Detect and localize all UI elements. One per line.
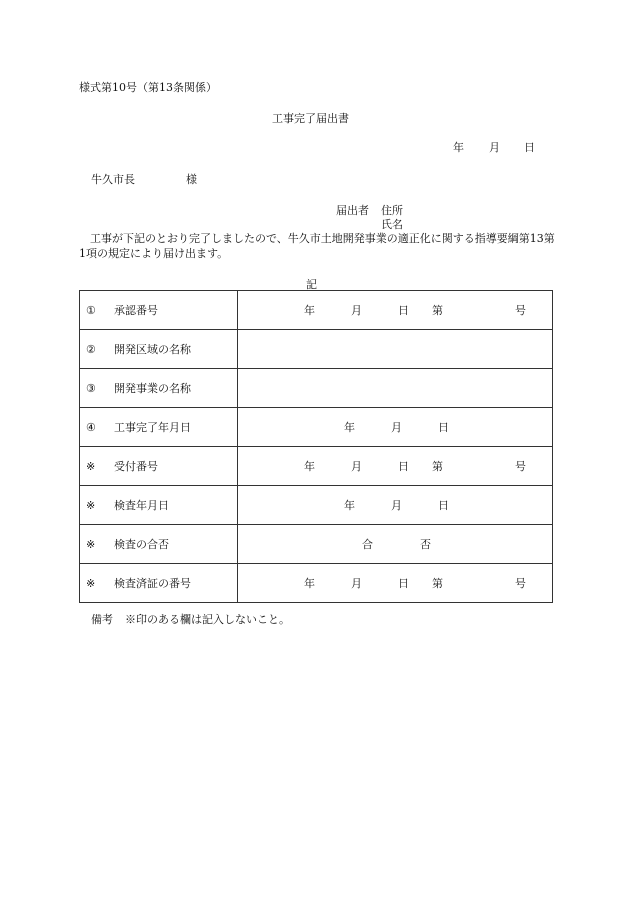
row-mark: ④ [86,421,96,434]
inspection-date-field[interactable] [238,486,553,525]
row-mark: ② [86,343,96,356]
dai-unit: 第 [432,577,443,590]
table-row-inspection-result [80,525,553,564]
table-row-certificate-number [80,564,553,603]
form-table [79,290,553,603]
month-unit: 月 [351,460,362,473]
label-cell [80,408,238,447]
row-label: 検査の合否 [114,538,169,551]
label-cell [80,564,238,603]
row-mark: ※ [86,577,96,590]
day-unit: 日 [398,304,409,317]
row-mark: ③ [86,382,96,395]
row-mark: ※ [86,538,96,551]
year-unit: 年 [304,577,315,590]
day-unit: 日 [438,499,449,512]
label-cell [80,447,238,486]
month-unit: 月 [351,577,362,590]
table-row-receipt-number [80,447,553,486]
year-unit: 年 [344,421,355,434]
day-unit: 日 [398,577,409,590]
applicant-label: 届出者 [336,204,369,217]
addressee-suffix: 様 [186,173,197,186]
date-year-unit: 年 [453,141,464,154]
table-row-development-project-name [80,369,553,408]
form-number: 様式第10号（第13条関係） [79,81,217,94]
row-label: 承認番号 [114,304,158,317]
label-cell [80,369,238,408]
inspection-result-field[interactable] [238,525,553,564]
remarks-text: ※印のある欄は記入しないこと。 [125,613,290,626]
dai-unit: 第 [432,460,443,473]
name-label: 氏名 [381,218,403,231]
go-unit: 号 [515,460,526,473]
year-unit: 年 [304,304,315,317]
month-unit: 月 [391,499,402,512]
document-title: 工事完了届出書 [272,112,349,125]
go-unit: 号 [515,577,526,590]
fail-option[interactable]: 否 [420,538,431,551]
date-month-unit: 月 [489,141,500,154]
row-mark: ※ [86,460,96,473]
row-mark: ※ [86,499,96,512]
dai-unit: 第 [432,304,443,317]
label-cell [80,330,238,369]
note-heading: 記 [306,278,317,291]
day-unit: 日 [398,460,409,473]
table-row-development-area-name [80,330,553,369]
year-unit: 年 [304,460,315,473]
body-text: 工事が下記のとおり完了しましたので、牛久市土地開発事業の適正化に関する指導要綱第13第1項の規定により届け出ます。 [79,232,555,260]
certificate-number-field[interactable] [238,564,553,603]
row-label: 検査済証の番号 [114,577,191,590]
date-day-unit: 日 [524,141,535,154]
row-label: 開発事業の名称 [114,382,191,395]
month-unit: 月 [351,304,362,317]
development-project-name-field[interactable] [238,369,553,408]
day-unit: 日 [438,421,449,434]
pass-option[interactable]: 合 [362,538,373,551]
year-unit: 年 [344,499,355,512]
table-row-inspection-date [80,486,553,525]
label-cell [80,291,238,330]
label-cell [80,525,238,564]
addressee-name: 牛久市長 [91,173,135,186]
remarks-label: 備考 [91,613,113,626]
table-row-approval-number [80,291,553,330]
address-label: 住所 [381,204,403,217]
table-row-completion-date [80,408,553,447]
approval-number-field[interactable] [238,291,553,330]
completion-date-field[interactable] [238,408,553,447]
row-label: 検査年月日 [114,499,169,512]
row-label: 工事完了年月日 [114,421,191,434]
row-label: 開発区域の名称 [114,343,191,356]
row-mark: ① [86,304,96,317]
row-label: 受付番号 [114,460,158,473]
receipt-number-field[interactable] [238,447,553,486]
month-unit: 月 [391,421,402,434]
label-cell [80,486,238,525]
development-area-name-field[interactable] [238,330,553,369]
go-unit: 号 [515,304,526,317]
